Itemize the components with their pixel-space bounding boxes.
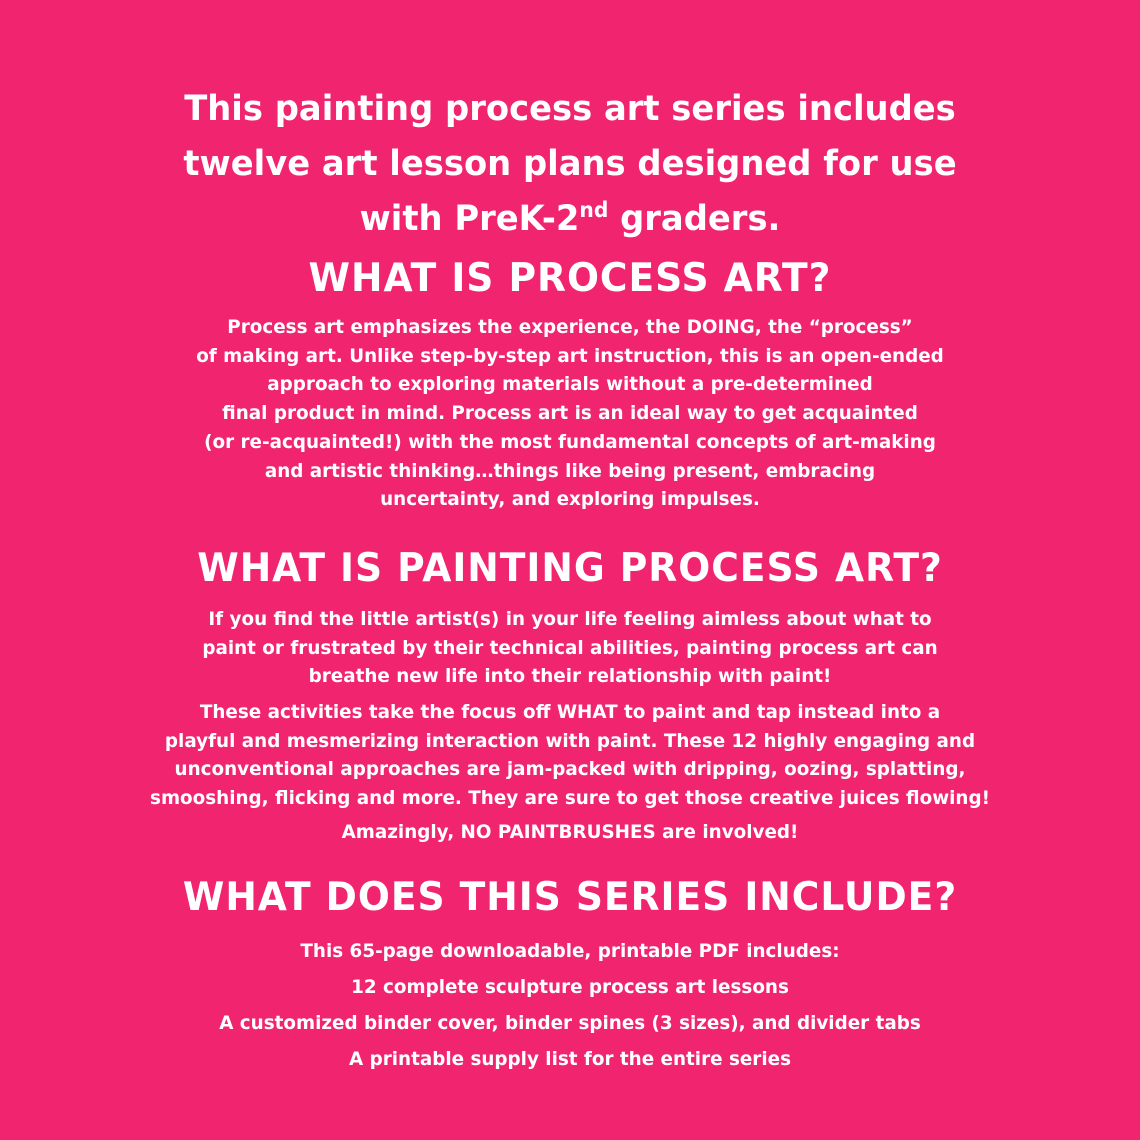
includes-item: A printable supply list for the entire series (349, 1048, 791, 1070)
no-paintbrushes-note (0, 818, 1140, 847)
paragraph-line: These activities take the focus off WHAT to paint and tap instead into a (199, 701, 941, 723)
intro-line-3-text: with PreK-2 (359, 199, 580, 239)
intro-line-3-end: graders. (608, 199, 781, 239)
paragraph-line: final product in mind. Process art is an ideal way to get acquainted (222, 402, 918, 425)
includes-item: A customized binder cover, binder spines (3 sizes), and divider tabs (219, 1012, 921, 1034)
paragraph-line: of making art. Unlike step-by-step art instruction, this is an open-ended (196, 344, 944, 367)
intro-ordinal-suffix: nd (579, 198, 609, 222)
painting-process-art-paragraph-1 (0, 605, 1140, 691)
includes-item: 12 complete sculpture process art lessons (351, 976, 789, 998)
intro-line-3 (20, 192, 1120, 251)
paragraph-line: unconventional approaches are jam-packed with dripping, oozing, splatting, (174, 758, 966, 781)
process-art-paragraph (0, 313, 1140, 514)
includes-intro-line: This 65-page downloadable, printable PDF includes: (300, 940, 840, 962)
intro-line-2: twelve art lesson plans designed for use (183, 144, 957, 184)
series-includes-list (0, 933, 1140, 1077)
heading-what-does-this-series-include: WHAT DOES THIS SERIES INCLUDE? (182, 875, 958, 920)
intro-statement (0, 82, 1140, 251)
paragraph-line: paint or frustrated by their technical abilities, painting process art can (202, 636, 938, 659)
paragraph-line: approach to exploring materials without a pre-determined (267, 373, 873, 396)
paragraph-line: (or re-acquainted!) with the most fundamental concepts of art-making (204, 430, 936, 453)
intro-line-1: This painting process art series includes (184, 89, 956, 129)
heading-what-is-process-art: WHAT IS PROCESS ART? (308, 256, 832, 301)
paragraph-line: Amazingly, NO PAINTBRUSHES are involved! (341, 821, 799, 843)
paragraph-line: smooshing, flicking and more. They are sure to get those creative juices flowing! (150, 787, 990, 810)
heading-what-is-painting-process-art: WHAT IS PAINTING PROCESS ART? (197, 546, 943, 591)
paragraph-line: uncertainty, and exploring impulses. (380, 488, 760, 511)
painting-process-art-paragraph-2 (0, 698, 1140, 813)
paragraph-line: Process art emphasizes the experience, the DOING, the “process” (227, 316, 913, 338)
paragraph-line: If you find the little artist(s) in your life feeling aimless about what to (208, 608, 932, 630)
paragraph-line: breathe new life into their relationship with paint! (308, 665, 832, 688)
paragraph-line: and artistic thinking…things like being present, embracing (264, 459, 876, 482)
paragraph-line: playful and mesmerizing interaction with paint. These 12 highly engaging and (164, 729, 976, 752)
